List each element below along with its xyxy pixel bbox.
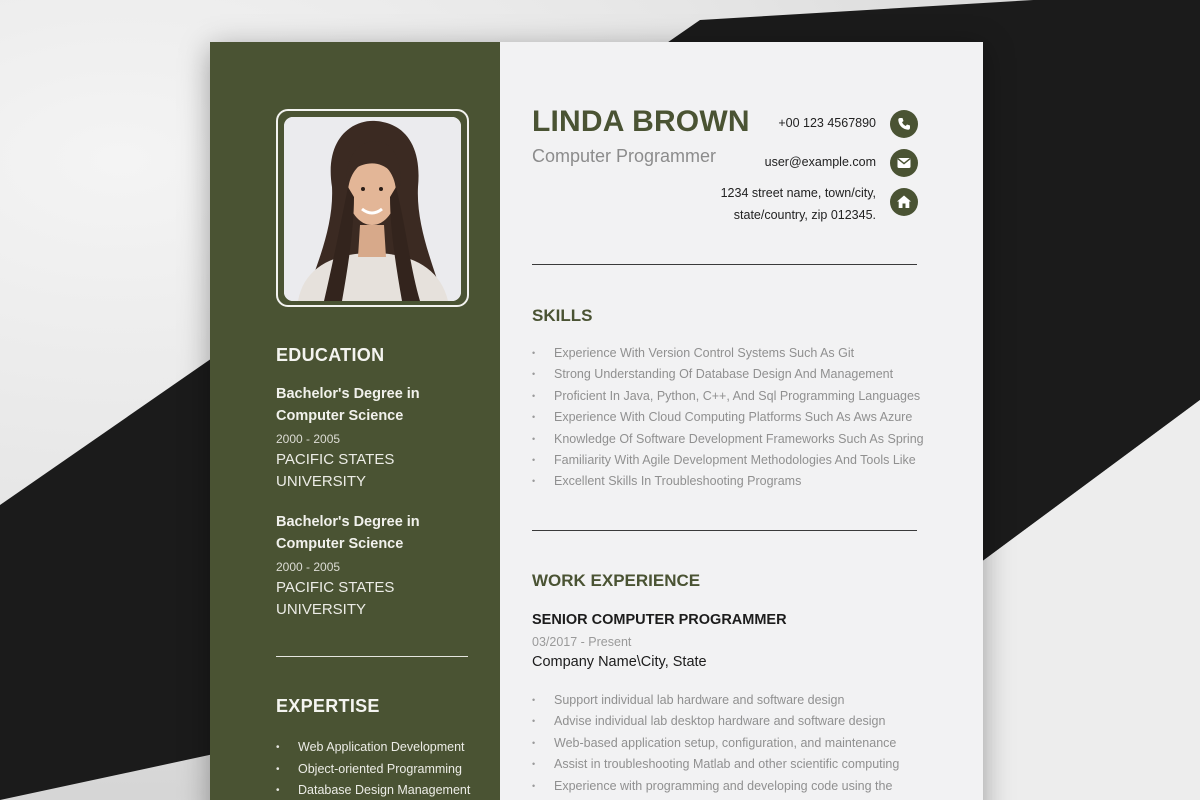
skills-list xyxy=(532,343,924,493)
expertise-heading: EXPERTISE xyxy=(276,696,380,716)
expertise-list xyxy=(276,737,470,800)
skill-item: • Experience With Version Control Systems Such As Git xyxy=(532,343,924,364)
education-years: 2000 - 2005 xyxy=(276,560,341,574)
job-company: Company Name\City, State xyxy=(532,654,707,670)
envelope-icon xyxy=(890,149,918,177)
education-school: PACIFIC STATES UNIVERSITY xyxy=(276,451,395,490)
education-degree: Bachelor's Degree in Computer Science xyxy=(276,386,420,424)
skill-item: • Excellent Skills In Troubleshooting Programs xyxy=(532,471,924,492)
work-duties-list xyxy=(532,690,899,797)
expertise-item: • Database Design Management xyxy=(276,780,470,800)
contact-address-line2: state/country, zip 012345. xyxy=(733,208,876,222)
work-duty-item: • Web-based application setup, configuration, and maintenance xyxy=(532,733,899,754)
expertise-item: • Web Application Development xyxy=(276,737,470,759)
work-duty-item: • Assist in troubleshooting Matlab and other scientific computing xyxy=(532,754,899,775)
profile-photo-frame xyxy=(276,109,469,307)
header-divider xyxy=(532,264,917,265)
skill-item: • Experience With Cloud Computing Platforms Such As Aws Azure xyxy=(532,407,924,428)
job-dates: 03/2017 - Present xyxy=(532,635,632,649)
skill-item: • Strong Understanding Of Database Design And Management xyxy=(532,364,924,385)
home-icon xyxy=(890,188,918,216)
skill-item: • Proficient In Java, Python, C++, And Sql Programming Languages xyxy=(532,386,924,407)
education-years: 2000 - 2005 xyxy=(276,432,341,446)
skills-divider xyxy=(532,530,917,531)
work-duty-item: • Advise individual lab desktop hardware and software design xyxy=(532,711,899,732)
work-experience-heading: WORK EXPERIENCE xyxy=(532,571,701,590)
profile-photo xyxy=(284,117,461,301)
skills-heading: SKILLS xyxy=(532,306,593,325)
education-heading: EDUCATION xyxy=(276,345,385,365)
sidebar-divider xyxy=(276,656,468,657)
resume-job-title: Computer Programmer xyxy=(532,146,717,166)
skill-item: • Familiarity With Agile Development Methodologies And Tools Like xyxy=(532,450,924,471)
expertise-item: • Object-oriented Programming xyxy=(276,759,470,781)
education-school: PACIFIC STATES UNIVERSITY xyxy=(276,579,395,618)
job-title: SENIOR COMPUTER PROGRAMMER xyxy=(532,612,787,628)
education-degree: Bachelor's Degree in Computer Science xyxy=(276,514,420,552)
work-duty-item: • Support individual lab hardware and software design xyxy=(532,690,899,711)
contact-address-line1: 1234 street name, town/city, xyxy=(720,186,876,200)
skill-item: • Knowledge Of Software Development Frameworks Such As Spring xyxy=(532,429,924,450)
contact-email: user@example.com xyxy=(764,155,876,169)
phone-icon xyxy=(890,110,918,138)
resume-name: LINDA BROWN xyxy=(532,105,750,138)
work-duty-item: • Experience with programming and developing code using the xyxy=(532,776,899,797)
resume-sidebar xyxy=(210,42,500,800)
resume-paper xyxy=(210,42,983,800)
contact-phone: +00 123 4567890 xyxy=(778,116,876,130)
